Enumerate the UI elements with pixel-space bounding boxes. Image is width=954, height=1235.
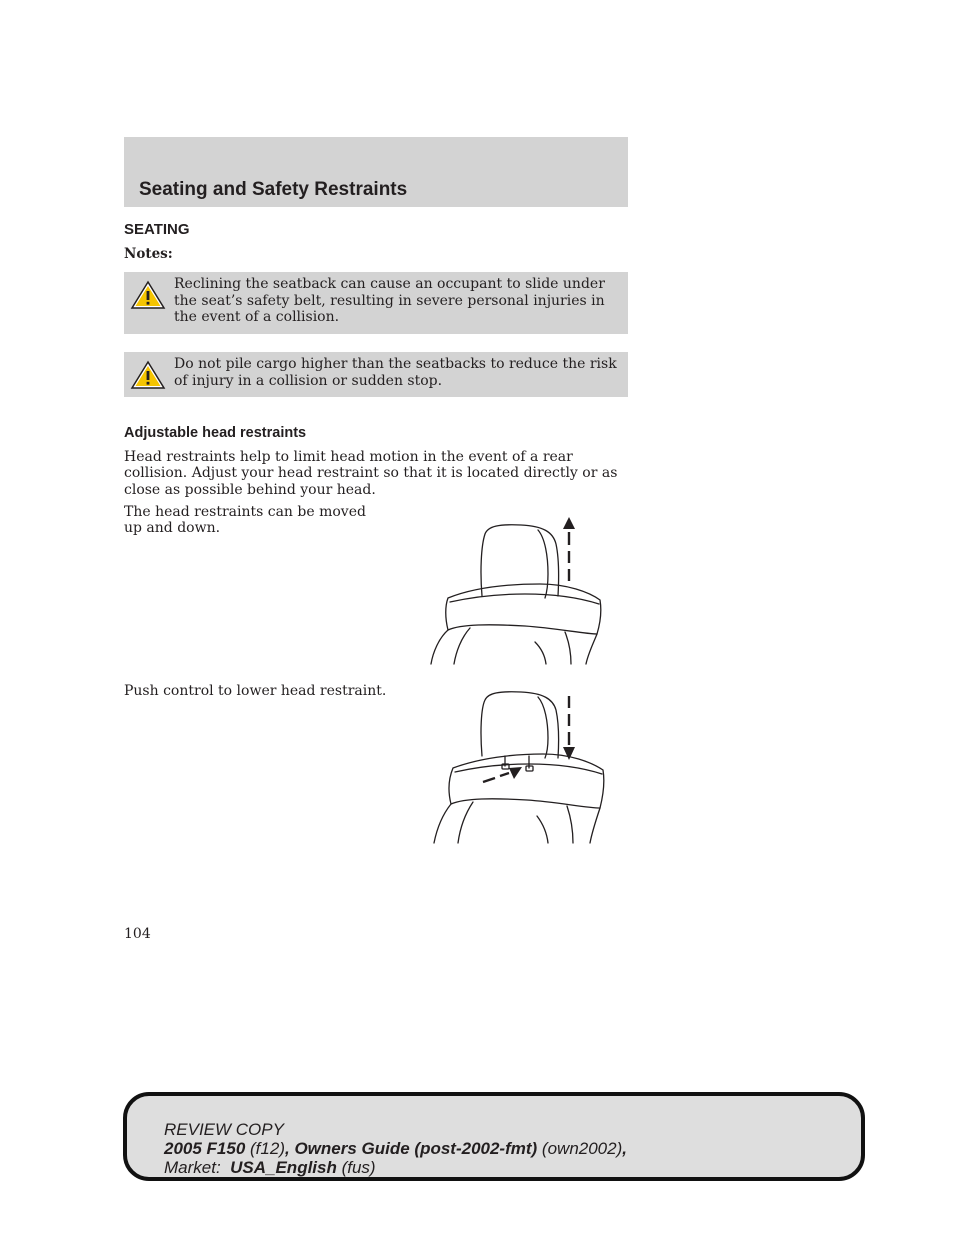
head-restraint-down-illustration (425, 690, 610, 846)
warning-text: Reclining the seatback can cause an occupant to slide under the seat’s safety belt, resulting in severe personal injuries in the event of a collision. (174, 276, 605, 325)
page-number: 104 (124, 926, 151, 942)
warning-triangle-icon (130, 360, 166, 390)
footer-vehicle-code: (f12) (245, 1139, 285, 1158)
footer-guide-line (164, 1139, 861, 1158)
footer-market-code: (fus) (336, 1158, 376, 1177)
footer-market: USA_English (230, 1158, 337, 1177)
warning-triangle-icon (130, 280, 166, 310)
footer-market-line (164, 1158, 861, 1177)
page-title: Seating and Safety Restraints (139, 179, 408, 200)
section-heading: SEATING (124, 221, 190, 238)
body-paragraph: The head restraints can be moved up and down. (124, 504, 366, 537)
review-copy-footer (123, 1092, 865, 1181)
body-paragraph: Push control to lower head restraint. (124, 683, 387, 699)
warning-text: Do not pile cargo higher than the seatbacks to reduce the risk of injury in a collision or sudden stop. (174, 356, 617, 389)
footer-market-label: Market: (164, 1158, 231, 1177)
footer-guide-code: (own2002) (537, 1139, 623, 1158)
subsection-heading: Adjustable head restraints (124, 425, 307, 441)
footer-separator: , (622, 1139, 627, 1158)
warning-box (124, 272, 628, 334)
footer-vehicle: 2005 F150 (164, 1139, 246, 1158)
warning-box (124, 352, 628, 397)
footer-separator: , (284, 1139, 295, 1158)
footer-guide: Owners Guide (post-2002-fmt) (294, 1139, 538, 1158)
body-paragraph: Head restraints help to limit head motion in the event of a rear collision. Adjust your head restraint so that it is located directly or as close as possible behind your head. (124, 449, 618, 498)
head-restraint-up-illustration (425, 512, 610, 667)
notes-label: Notes: (124, 246, 173, 262)
footer-review-copy: REVIEW COPY (164, 1120, 284, 1139)
section-header-band (124, 137, 628, 207)
